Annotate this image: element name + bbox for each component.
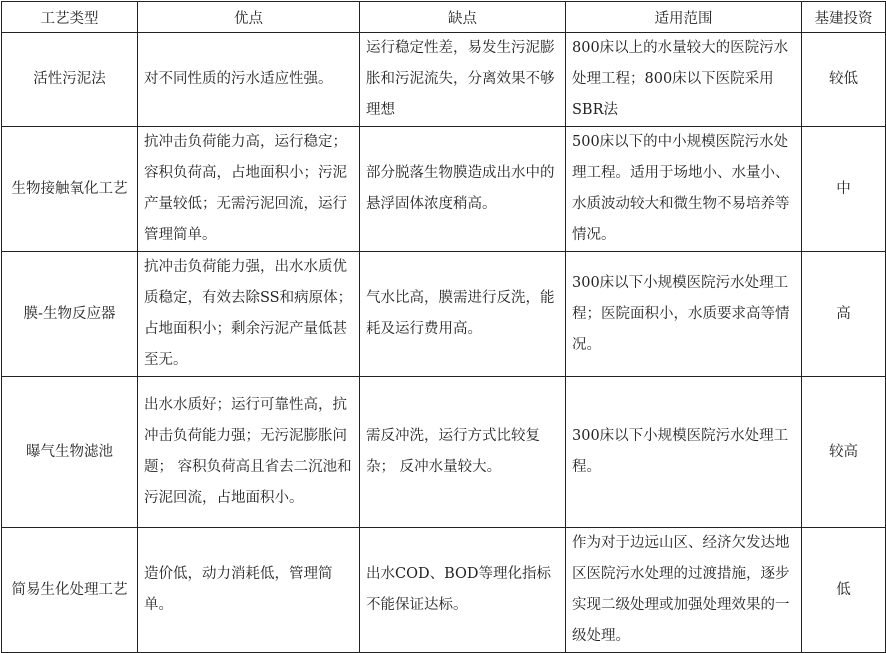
scope-cell: 300床以下小规模医院污水处理工程；医院面积小，水质要求高等情况。 (566, 252, 802, 377)
cons-cell: 出水COD、BOD等理化指标不能保证达标。 (360, 528, 566, 653)
investment-cell: 低 (802, 528, 886, 653)
process-type-cell: 膜-生物反应器 (2, 252, 138, 377)
process-type-cell: 曝气生物滤池 (2, 377, 138, 528)
cons-cell: 气水比高，膜需进行反洗，能耗及运行费用高。 (360, 252, 566, 377)
process-type-cell: 活性污泥法 (2, 33, 138, 127)
cons-cell: 运行稳定性差，易发生污泥膨胀和污泥流失，分离效果不够理想 (360, 33, 566, 127)
scope-cell: 作为对于边远山区、经济欠发达地区医院污水处理的过渡措施，逐步实现二级处理或加强处理效果的一级处理。 (566, 528, 802, 653)
table-row (2, 33, 886, 127)
header-cons: 缺点 (360, 2, 566, 33)
header-investment: 基建投资 (802, 2, 886, 33)
table-row (2, 252, 886, 377)
scope-cell: 500床以下的中小规模医院污水处理工程。适用于场地小、水量小、水质波动较大和微生物不易培养等情况。 (566, 127, 802, 252)
header-pros: 优点 (138, 2, 360, 33)
scope-cell: 300床以下小规模医院污水处理工程。 (566, 377, 802, 528)
process-type-cell: 生物接触氧化工艺 (2, 127, 138, 252)
header-process-type: 工艺类型 (2, 2, 138, 33)
process-type-cell: 简易生化处理工艺 (2, 528, 138, 653)
header-scope: 适用范围 (566, 2, 802, 33)
pros-cell: 对不同性质的污水适应性强。 (138, 33, 360, 127)
table-row (2, 127, 886, 252)
investment-cell: 较低 (802, 33, 886, 127)
pros-cell: 出水水质好；运行可靠性高，抗冲击负荷能力强；无污泥膨胀问题； 容积负荷高且省去二沉池和污泥回流，占地面积小。 (138, 377, 360, 528)
investment-cell: 较高 (802, 377, 886, 528)
pros-cell: 造价低，动力消耗低，管理简单。 (138, 528, 360, 653)
header-row (2, 2, 886, 33)
table-row (2, 528, 886, 653)
pros-cell: 抗冲击负荷能力强，出水水质优质稳定，有效去除SS和病原体；占地面积小；剩余污泥产量低甚至无。 (138, 252, 360, 377)
cons-cell: 需反冲洗，运行方式比较复杂； 反冲水量较大。 (360, 377, 566, 528)
pros-cell: 抗冲击负荷能力高，运行稳定；容积负荷高，占地面积小；污泥产量较低；无需污泥回流，运行管理简单。 (138, 127, 360, 252)
cons-cell: 部分脱落生物膜造成出水中的悬浮固体浓度稍高。 (360, 127, 566, 252)
investment-cell: 中 (802, 127, 886, 252)
investment-cell: 高 (802, 252, 886, 377)
table-row (2, 377, 886, 528)
process-comparison-table (1, 1, 886, 653)
scope-cell: 800床以上的水量较大的医院污水处理工程；800床以下医院采用SBR法 (566, 33, 802, 127)
